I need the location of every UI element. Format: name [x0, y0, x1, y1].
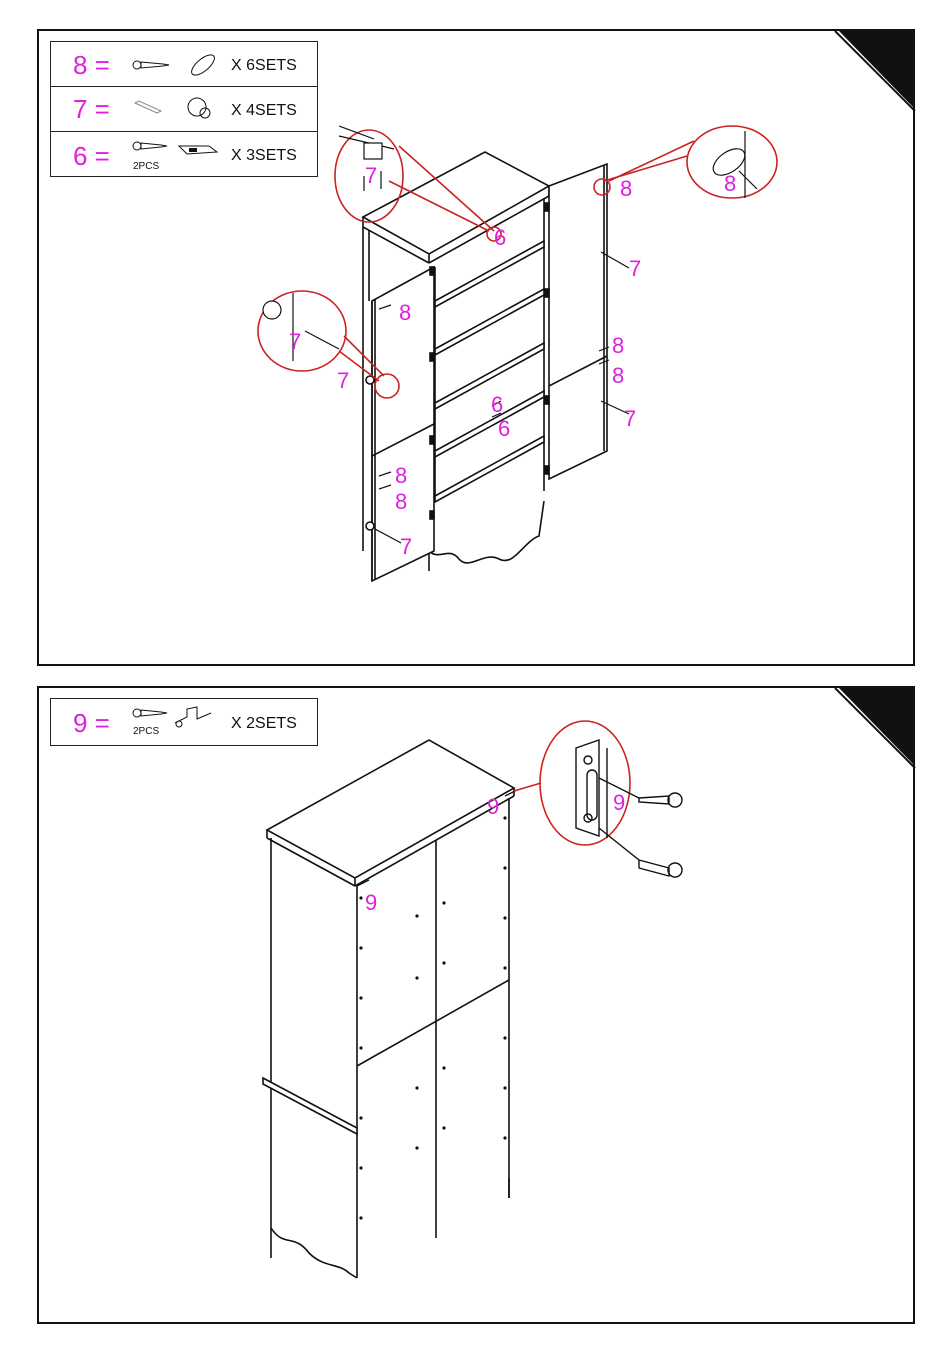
- callout-7: 7: [624, 406, 637, 431]
- back-panel-holes: [359, 816, 506, 1219]
- part-number: 7 =: [73, 94, 110, 124]
- part-number: 8 =: [73, 50, 110, 80]
- callout-8: 8: [395, 463, 408, 488]
- part-number: 9 =: [73, 708, 110, 738]
- screw-and-oval-plate-icon: [131, 52, 221, 78]
- wall-bracket-detail: [576, 740, 682, 877]
- cabinet-back: [263, 740, 514, 1278]
- callout-7: 7: [629, 256, 642, 281]
- callout-9: 9: [487, 794, 500, 819]
- callout-7: 7: [365, 163, 378, 188]
- quantity: X 2SETS: [231, 715, 297, 732]
- callout-6: 6: [494, 225, 507, 250]
- hardware-legend: [50, 698, 318, 746]
- bolt-and-knob-icon: [131, 95, 221, 125]
- hardware-legend: [50, 41, 318, 177]
- callout-8: 8: [399, 300, 412, 325]
- callout-8: 8: [395, 489, 408, 514]
- legend-row-8: [51, 42, 317, 87]
- step-panel-1: [37, 29, 915, 666]
- detail-circle: [514, 721, 630, 845]
- legend-row-6: [51, 132, 317, 177]
- callout-6: 6: [491, 392, 504, 417]
- corner-tab: [839, 31, 915, 109]
- corner-tab: [839, 688, 915, 766]
- quantity: X 4SETS: [231, 102, 297, 119]
- callout-9: 9: [613, 790, 626, 815]
- callout-7: 7: [400, 534, 413, 559]
- callout-8: 8: [620, 176, 633, 201]
- callout-8: 8: [612, 363, 625, 388]
- pieces-note: 2PCS: [133, 726, 160, 737]
- step-2-illustration: [39, 688, 917, 1326]
- callout-8: 8: [612, 333, 625, 358]
- quantity: X 3SETS: [231, 147, 297, 164]
- callout-9: 9: [365, 890, 378, 915]
- callout-8: 8: [724, 171, 737, 196]
- pieces-note: 2PCS: [133, 161, 160, 172]
- callout-7: 7: [337, 368, 350, 393]
- part-number: 6 =: [73, 141, 110, 171]
- legend-row-7: [51, 87, 317, 132]
- step-panel-2: [37, 686, 915, 1324]
- cabinet-front-open: [363, 152, 607, 581]
- callout-6: 6: [498, 416, 511, 441]
- callout-7: 7: [289, 329, 302, 354]
- quantity: X 6SETS: [231, 57, 297, 74]
- legend-row-9: [51, 699, 317, 745]
